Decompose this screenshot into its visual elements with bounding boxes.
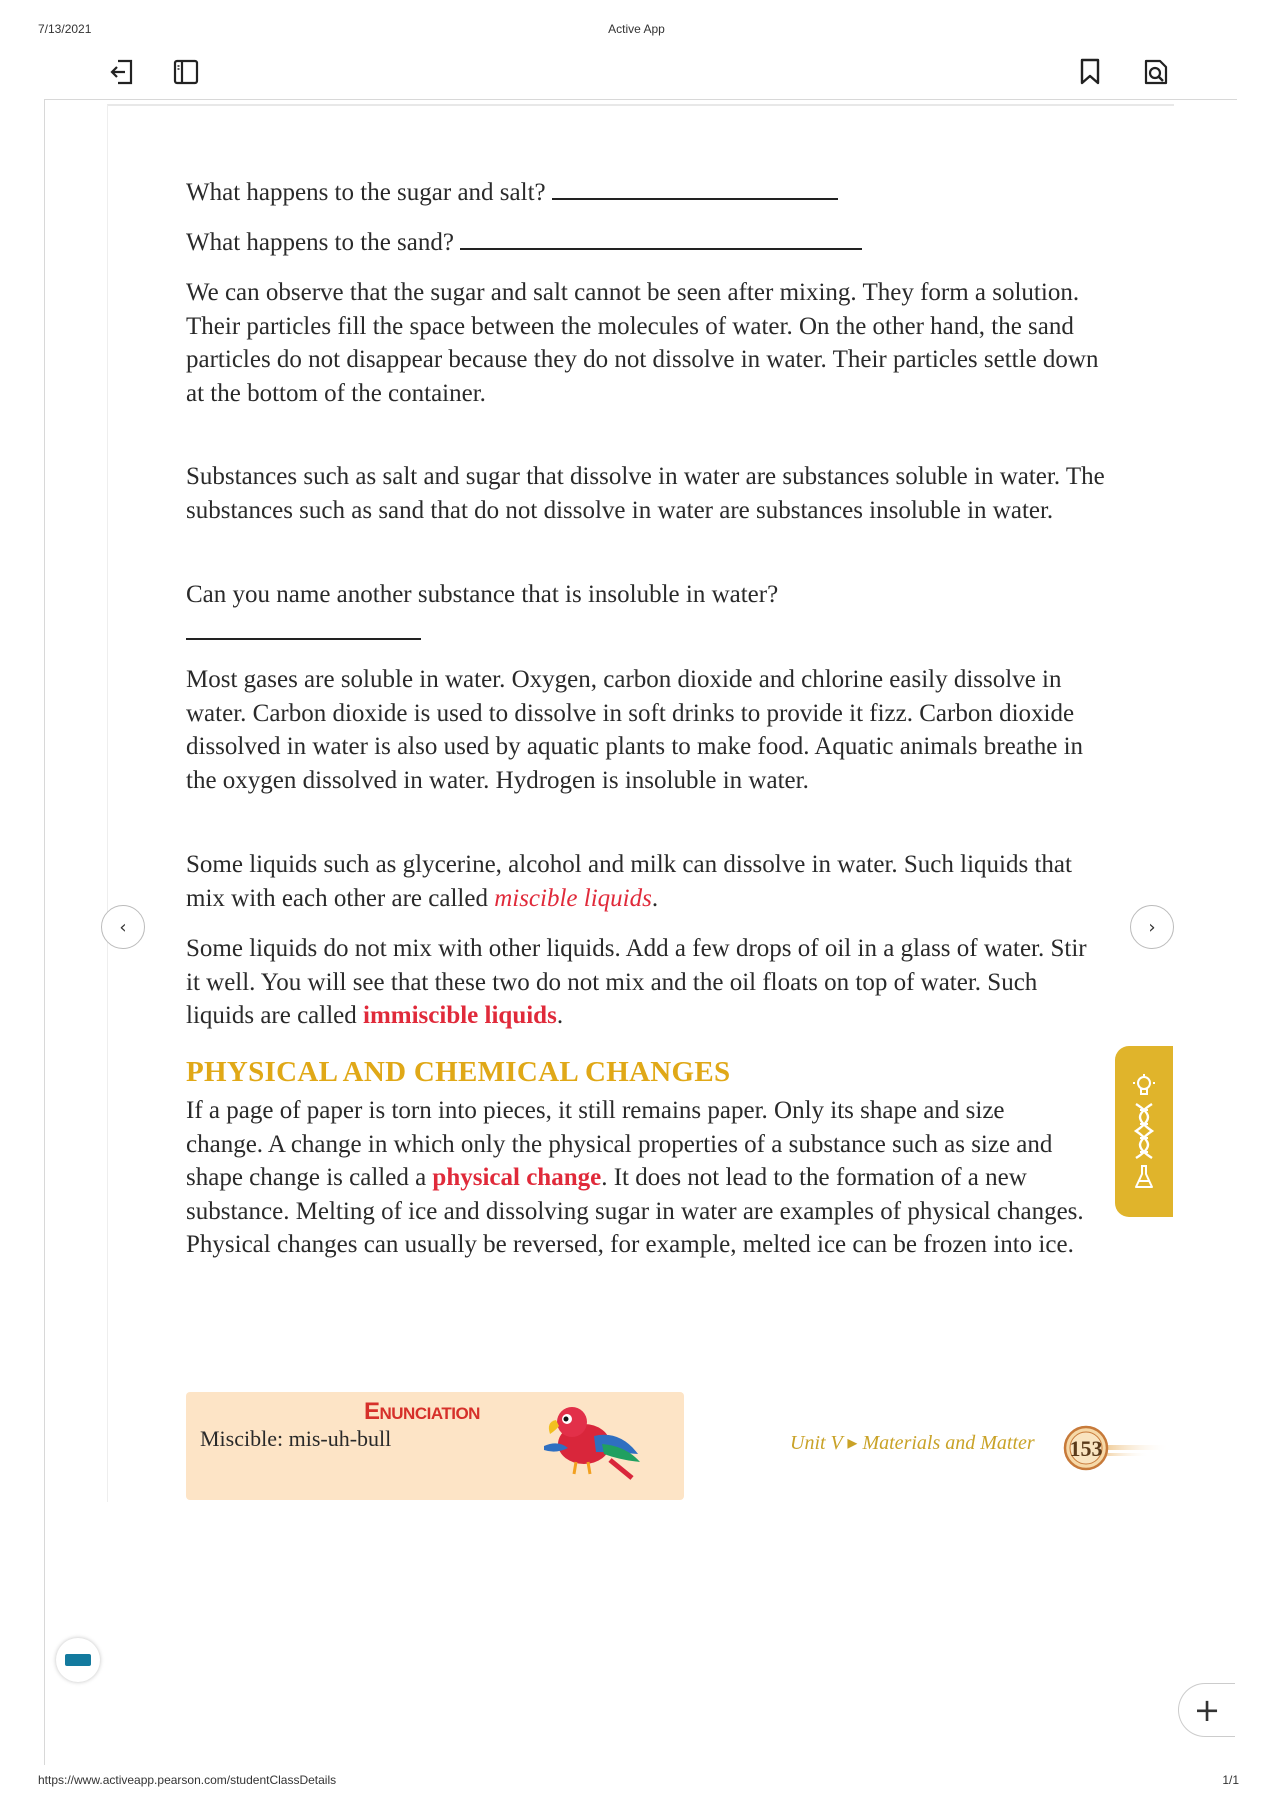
- paragraph-solution: [186, 276, 1106, 410]
- enunciation-box: [186, 1392, 684, 1500]
- term-miscible-liquids: miscible liquids: [494, 884, 652, 912]
- dna-icon: [1132, 1102, 1156, 1160]
- page-number-badge: [1060, 1425, 1170, 1471]
- resources-side-tab[interactable]: [1115, 1046, 1173, 1217]
- paragraph-text: If a page of paper is torn into pieces, it still remains paper. Only its shape and size change. A change in which only the physical properties of a substance such as size and shape change is called a: [186, 1097, 1053, 1191]
- parrot-icon: [534, 1396, 644, 1482]
- paragraph-physical-change: [186, 1094, 1086, 1262]
- paragraph-text: .: [651, 884, 659, 912]
- arrow-icon: ▸: [847, 1432, 858, 1454]
- chevron-right-icon: ›: [1148, 916, 1156, 938]
- notes-icon: [65, 1654, 91, 1666]
- enunciation-title: Enunciation: [364, 1398, 480, 1425]
- previous-page-button[interactable]: [101, 905, 145, 949]
- question-text: What happens to the sand?: [186, 229, 454, 256]
- term-physical-change: physical change: [432, 1164, 602, 1191]
- exit-button[interactable]: [106, 56, 138, 88]
- enunciation-text: Miscible: mis-uh-bull: [200, 1426, 392, 1451]
- search-document-icon: [1143, 58, 1169, 86]
- bookmark-icon: [1079, 58, 1101, 86]
- next-page-button[interactable]: [1130, 905, 1174, 949]
- answer-blank[interactable]: [460, 247, 862, 250]
- paragraph-soluble: [186, 460, 1106, 527]
- exit-icon: [109, 58, 135, 86]
- question-text: Can you name another substance that is insoluble in water?: [186, 581, 779, 608]
- question-sugar-salt: [186, 176, 1106, 210]
- answer-blank[interactable]: [552, 197, 838, 200]
- chapter-label: Materials and Matter: [862, 1432, 1035, 1454]
- notes-toggle-button[interactable]: [56, 1638, 100, 1682]
- question-insoluble: [186, 578, 1106, 612]
- paragraph-text: Substances such as salt and sugar that dissolve in water are substances soluble in water. The substances such as sand that do not dissolve in water are substances insoluble in water.: [186, 463, 1105, 524]
- paragraph-miscible: [186, 848, 1106, 915]
- paragraph-text: .: [556, 1002, 564, 1029]
- paragraph-text: We can observe that the sugar and salt cannot be seen after mixing. They form a solution. Their particles fill the space between the molecules of water. On the other hand, the sand particles do not disappear because they do not dissolve in water. Their particles settle down at the bottom of the container.: [186, 279, 1099, 407]
- question-text: What happens to the sugar and salt?: [186, 179, 546, 206]
- print-title: Active App: [608, 22, 665, 36]
- unit-label: Unit V: [790, 1432, 843, 1454]
- add-button[interactable]: [1178, 1683, 1235, 1737]
- bookmark-button[interactable]: [1074, 56, 1106, 88]
- paragraph-immiscible: [186, 932, 1106, 1033]
- term-immiscible-liquids: immiscible liquids: [363, 1002, 557, 1029]
- unit-footer: [790, 1430, 1035, 1455]
- lightbulb-icon: [1133, 1074, 1155, 1098]
- panel-icon: [173, 58, 199, 86]
- paragraph-text: Some liquids do not mix with other liquids. Add a few drops of oil in a glass of water. Stir it well. You will see that these two do not mix and the oil floats on top of water. Such liquids are called: [186, 935, 1087, 1029]
- paragraph-gases: [186, 663, 1106, 797]
- lab-flask-icon: [1133, 1164, 1155, 1190]
- print-url: https://www.activeapp.pearson.com/studentClassDetails: [38, 1773, 337, 1787]
- print-page-number: 1/1: [1222, 1773, 1239, 1787]
- plus-icon: +: [1193, 1691, 1221, 1729]
- paragraph-text: . It does not lead to the formation of a new substance. Melting of ice and dissolving sugar in water are examples of physical changes. Physical changes can usually be reversed, for example, melted ice can be frozen into ice.: [186, 1164, 1084, 1258]
- chevron-left-icon: ‹: [119, 916, 127, 938]
- page-number: 153: [1069, 1436, 1103, 1461]
- paragraph-text: Some liquids such as glycerine, alcohol and milk can dissolve in water. Such liquids that mix with each other are called: [186, 851, 1072, 912]
- paragraph-text: Most gases are soluble in water. Oxygen, carbon dioxide and chlorine easily dissolve in water. Carbon dioxide is used to dissolve in soft drinks to provide it fizz. Carbon dioxide dissolved in water is also used by aquatic plants to make food. Aquatic animals breathe in the oxygen dissolved in water. Hydrogen is insoluble in water.: [186, 666, 1084, 794]
- search-document-button[interactable]: [1140, 56, 1172, 88]
- panel-toggle-button[interactable]: [170, 56, 202, 88]
- answer-blank[interactable]: [186, 638, 421, 640]
- print-date: 7/13/2021: [38, 22, 92, 36]
- section-heading: PHYSICAL AND CHEMICAL CHANGES: [186, 1056, 731, 1088]
- question-sand: [186, 226, 1106, 260]
